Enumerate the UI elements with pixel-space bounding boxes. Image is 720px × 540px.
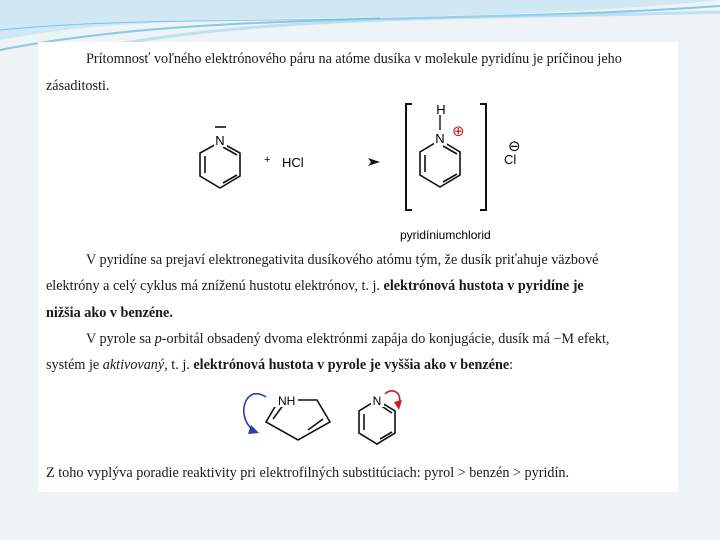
pyrrole-structure	[244, 392, 330, 440]
pyridine2-structure	[359, 391, 402, 444]
pyridinium-chloride-label: pyridíniumchlorid	[400, 228, 491, 242]
reaction-arrow	[368, 158, 380, 166]
pyridine-n-label: N	[215, 133, 225, 148]
electron-push-arrow	[244, 394, 266, 431]
left-bracket	[406, 104, 412, 210]
paragraph1-line2: zásaditosti.	[46, 78, 110, 94]
pyridinium-n-label: N	[435, 131, 445, 146]
positive-charge-icon: ⊕	[452, 123, 465, 140]
paragraph3-line2: systém je aktivovaný, t. j. elektrónová hustota v pyrole je vyššia ako v benzéne:	[46, 357, 514, 373]
paragraph3-line1: V pyrole sa p-orbitál obsadený dvoma elektrónmi zapája do konjugácie, dusík má −M efekt,	[86, 331, 610, 347]
right-bracket	[480, 104, 486, 210]
pyrrole-nh-label: NH	[278, 394, 296, 408]
pyridinium-structure	[420, 102, 465, 187]
paragraph2-line3: nižšia ako v benzéne.	[46, 305, 173, 321]
paragraph4-line1: Z toho vyplýva poradie reaktivity pri elektrofilných substitúciach: pyrol > benzén > pyridín.	[46, 465, 570, 481]
chloride-label: Cl	[504, 152, 517, 167]
negative-charge-icon: ⊖	[508, 138, 521, 155]
document-page	[38, 42, 678, 492]
pyridine2-n-label: N	[372, 394, 382, 408]
paragraph1-line1: Prítomnosť voľného elektrónového páru na atóme dusíka v molekule pyridínu je príčinou jeho	[86, 51, 622, 67]
paragraph2-line2: elektróny a celý cyklus má zníženú hustotu elektrónov, t. j. elektrónová hustota v pyridíne je	[46, 278, 584, 294]
pyridinium-h-label: H	[436, 102, 446, 117]
pyridine-structure	[200, 127, 240, 188]
paragraph2-line1: V pyridíne sa prejaví elektronegativita dusíkového atómu tým, že dusík priťahuje väzbové	[86, 252, 599, 268]
plus-sign: +	[264, 154, 271, 166]
hcl-label: HCl	[282, 155, 304, 170]
